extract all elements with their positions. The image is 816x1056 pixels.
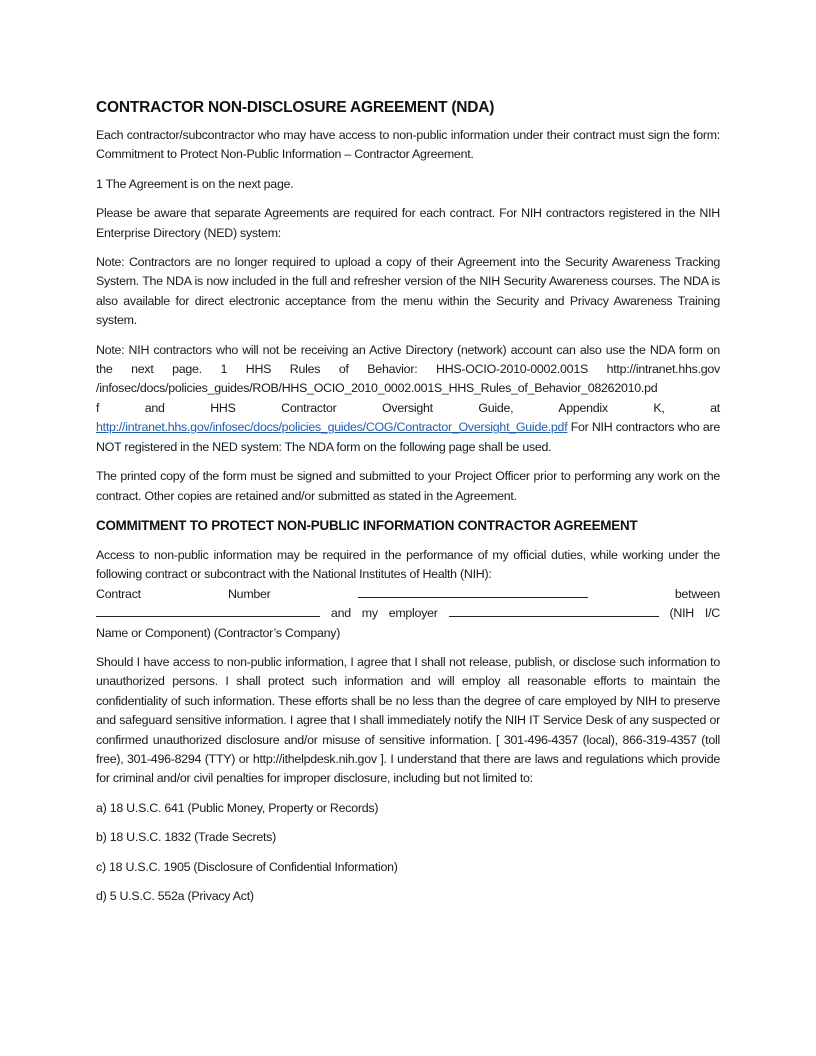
- intro-paragraph-3: Please be aware that separate Agreements are required for each contract. For NIH contractors registered in the NIH Enterprise Directory (NED) system:: [96, 206, 720, 240]
- law-item: d) 5 U.S.C. 552a (Privacy Act): [96, 889, 254, 903]
- agreement-body: Should I have access to non-public information, I agree that I shall not release, publish, or disclose such information to unauthorized persons. I shall protect such information and will employ all reasonable efforts to maintain the confidentiality of such information. These efforts shall be no less than the degree of care employed by NIH to preserve and safeguard sensitive information. I agree that I shall immediately notify the NIH IT Service Desk of any suspected or confirmed unauthorized disclosure and/or misuse of sensitive information. [ 301-496-4357 (local), 866-319-4357 (toll free), 301-496-8294 (TTY) or http://ithelpdesk.nih.gov ]. I understand that there are laws and regulations which provide for criminal and/or civil penalties for improper disclosure, including but not limited to:: [96, 654, 720, 786]
- law-item: b) 18 U.S.C. 1832 (Trade Secrets): [96, 830, 276, 845]
- intro-paragraph-2: 1 The Agreement is on the next page.: [96, 176, 294, 191]
- number-label: Number: [227, 586, 271, 601]
- contract-label: Contract: [96, 586, 141, 601]
- law-item: a) 18 U.S.C. 641 (Public Money, Property or Records): [96, 800, 379, 815]
- agreement-heading: COMMITMENT TO PROTECT NON-PUBLIC INFORMATION CONTRACTOR AGREEMENT: [96, 517, 638, 533]
- law-item: c) 18 U.S.C. 1905 (Disclosure of Confidential Information): [96, 859, 398, 874]
- document-page: [96, 96, 720, 916]
- nih-ic-label: (NIH I/C: [669, 606, 720, 621]
- employer-label: and my employer: [330, 606, 438, 621]
- intro-paragraph-5: [96, 341, 720, 457]
- agreement-contract-block: [96, 546, 720, 643]
- name-component-line: Name or Component) (Contractor’s Company): [96, 625, 341, 640]
- nih-ic-field[interactable]: [96, 604, 320, 617]
- between-label: between: [674, 586, 720, 601]
- access-paragraph: Access to non-public information may be required in the performance of my official duties, while working under the following contract or subcontract with the National Institutes of Health (NIH):: [96, 547, 720, 582]
- employer-line: [96, 604, 720, 623]
- contract-number-line: [96, 585, 720, 604]
- intro-paragraph-4: Note: Contractors are no longer required to upload a copy of their Agreement into the Security Awareness Tracking System. The NDA is now included in the full and refresher version of the NIH Security Awareness courses. The NDA is also available for direct electronic acceptance from the menu within the Security and Privacy Awareness Training system.: [96, 255, 720, 328]
- intro-p5-line1: Note: NIH contractors who will not be receiving an Active Directory (network) account can also use the NDA form on the next page. 1 HHS Rules of Behavior: HHS-OCIO-2010-0002.001S http://intranet.hhs.gov /infosec/docs/policies_guides/ROB/HHS_OCIO_2010_0002.001S_HHS_Rules_of_Behavior_08262010.pd: [96, 342, 720, 396]
- intro-p5-line2: f and HHS Contractor Oversight Guide, Appendix K, at: [96, 400, 720, 415]
- contractor-oversight-guide-link[interactable]: http://intranet.hhs.gov/infosec/docs/policies_guides/COG/Contractor_Oversight_Guide.pdf: [96, 420, 568, 435]
- intro-p5-after-link: For NIH contractors who are NOT registered in the NED system: The NDA form on the following page shall be used.: [96, 420, 720, 454]
- contractor-company-field[interactable]: [449, 604, 659, 617]
- intro-paragraph-6: The printed copy of the form must be signed and submitted to your Project Officer prior to performing any work on the contract. Other copies are retained and/or submitted as stated in the Agreement.: [96, 469, 720, 503]
- intro-paragraph-1: Each contractor/subcontractor who may have access to non-public information under their contract must sign the form: Commitment to Protect Non-Public Information – Contractor Agreement.: [96, 128, 720, 162]
- contract-number-field[interactable]: [358, 585, 588, 598]
- document-title: CONTRACTOR NON-DISCLOSURE AGREEMENT (NDA): [96, 99, 495, 116]
